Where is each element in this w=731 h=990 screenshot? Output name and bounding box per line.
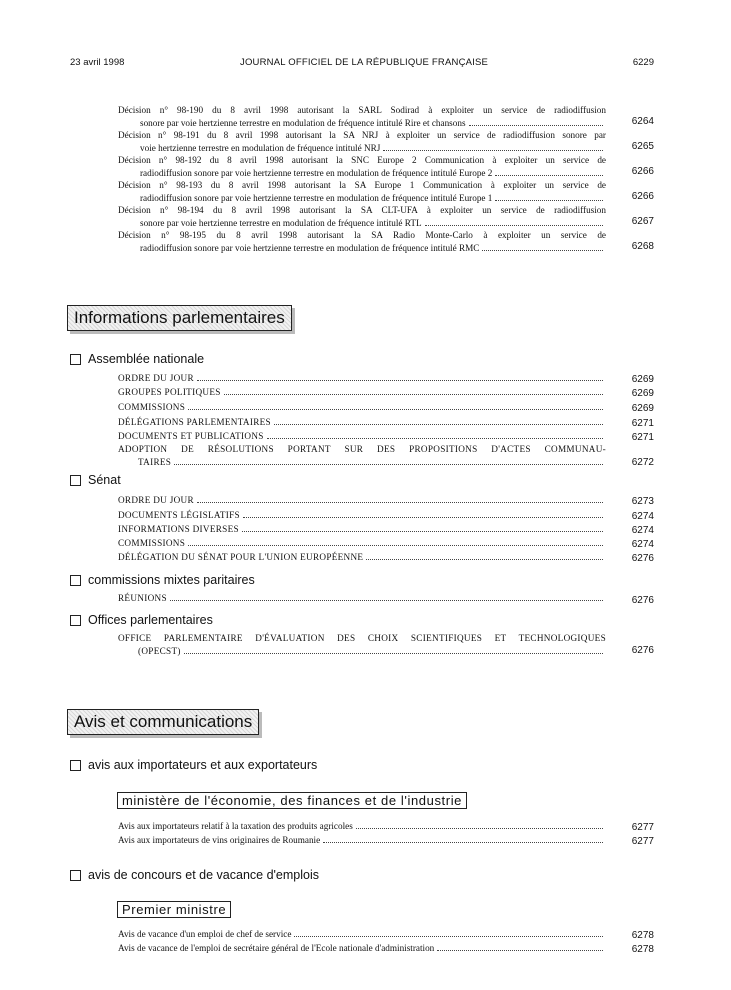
header-page-number: 6229 [632,57,654,68]
toc-page: 6271 [631,418,654,429]
toc-row-opecst: OFFICE PARLEMENTAIRE D'ÉVALUATION DES CHOIX SCIENTIFIQUES ET TECHNOLOGIQUES (OPECST) [118,633,606,656]
toc-row: Avis de vacance d'un emploi de chef de service [118,928,606,940]
decision-entry: Décision n° 98-195 du 8 avril 1998 autorisant la SA Radio Monte-Carlo à exploiter un service de radiodiffusion sonore par voie hertzienne terrestre en modulation de fréquence intitulé RMC [118,230,606,253]
toc-page: 6271 [631,432,654,443]
checkbox-square-icon [70,870,81,881]
ministry-box: Premier ministre [117,901,231,918]
toc-page: 6274 [631,511,654,522]
decision-entry: Décision n° 98-190 du 8 avril 1998 autorisant la SARL Sodirad à exploiter un service de radiodiffusion sonore par voie hertzienne terrestre en modulation de fréquence intitulé Rire et chansons [118,105,606,128]
toc-page: 6276 [631,645,654,656]
toc-row: DÉLÉGATION DU SÉNAT POUR L'UNION EUROPÉENNE [118,551,606,563]
decision-page: 6268 [631,241,654,252]
banner-informations-parlementaires: Informations parlementaires [67,305,292,331]
decision-entry: Décision n° 98-193 du 8 avril 1998 autorisant la SA Europe 1 Communication à exploiter un service de radiodiffusion sonore par voie hertzienne terrestre en modulation de fréquence intitulé Europe 1 [118,180,606,203]
decision-entry: Décision n° 98-194 du 8 avril 1998 autorisant la SA CLT-UFA à exploiter un service de radiodiffusion sonore par voie hertzienne terrestre en modulation de fréquence intitulé RTL [118,205,606,228]
toc-page: 6274 [631,525,654,536]
section-assemblee-nationale: Assemblée nationale [70,352,204,366]
checkbox-square-icon [70,615,81,626]
header-title: JOURNAL OFFICIEL DE LA RÉPUBLIQUE FRANÇAISE [240,57,489,68]
toc-row: DOCUMENTS LÉGISLATIFS [118,509,606,521]
toc-row: ORDRE DU JOUR [118,372,606,384]
toc-row: ORDRE DU JOUR [118,494,606,506]
section-avis-importateurs: avis aux importateurs et aux exportateurs [70,758,317,772]
checkbox-square-icon [70,575,81,586]
toc-row: RÉUNIONS [118,592,606,604]
decision-entry: Décision n° 98-191 du 8 avril 1998 autorisant la SA NRJ à exploiter un service de radiodiffusion sonore par voie hertzienne terrestre en modulation de fréquence intitulé NRJ [118,130,606,153]
checkbox-square-icon [70,354,81,365]
decision-page: 6266 [631,191,654,202]
toc-page: 6269 [631,403,654,414]
decision-page: 6264 [631,116,654,127]
toc-row: Avis aux importateurs de vins originaires de Roumanie [118,834,606,846]
toc-page: 6274 [631,539,654,550]
section-avis-concours: avis de concours et de vacance d'emplois [70,868,319,882]
section-commissions-mixtes-paritaires: commissions mixtes paritaires [70,573,255,587]
decision-page: 6267 [631,216,654,227]
toc-page: 6276 [631,595,654,606]
toc-page: 6272 [631,457,654,468]
checkbox-square-icon [70,760,81,771]
toc-row: DÉLÉGATIONS PARLEMENTAIRES [118,416,606,428]
section-offices-parlementaires: Offices parlementaires [70,613,213,627]
toc-row: COMMISSIONS [118,537,606,549]
decision-entry: Décision n° 98-192 du 8 avril 1998 autorisant la SNC Europe 2 Communication à exploiter un service de radiodiffusion sonore par voie hertzienne terrestre en modulation de fréquence intitulé Europe 2 [118,155,606,178]
toc-page: 6278 [631,930,654,941]
banner-avis-et-communications: Avis et communications [67,709,259,735]
toc-row: DOCUMENTS ET PUBLICATIONS [118,430,606,442]
toc-page: 6277 [631,836,654,847]
toc-row: Avis de vacance de l'emploi de secrétaire général de l'Ecole nationale d'administration [118,942,606,954]
toc-row: COMMISSIONS [118,401,606,413]
decision-page: 6266 [631,166,654,177]
header-date: 23 avril 1998 [70,57,125,68]
section-senat: Sénat [70,473,121,487]
toc-page: 6278 [631,944,654,955]
toc-page: 6277 [631,822,654,833]
toc-page: 6269 [631,388,654,399]
ministry-box: ministère de l'économie, des finances et de l'industrie [117,792,467,809]
toc-page: 6273 [631,496,654,507]
toc-row-adoption: ADOPTION DE RÉSOLUTIONS PORTANT SUR DES PROPOSITIONS D'ACTES COMMUNAU- TAIRES [118,444,606,467]
toc-page: 6269 [631,374,654,385]
decision-page: 6265 [631,141,654,152]
toc-row: INFORMATIONS DIVERSES [118,523,606,535]
toc-page: 6276 [631,553,654,564]
checkbox-square-icon [70,475,81,486]
toc-row: Avis aux importateurs relatif à la taxation des produits agricoles [118,820,606,832]
toc-row: GROUPES POLITIQUES [118,386,606,398]
